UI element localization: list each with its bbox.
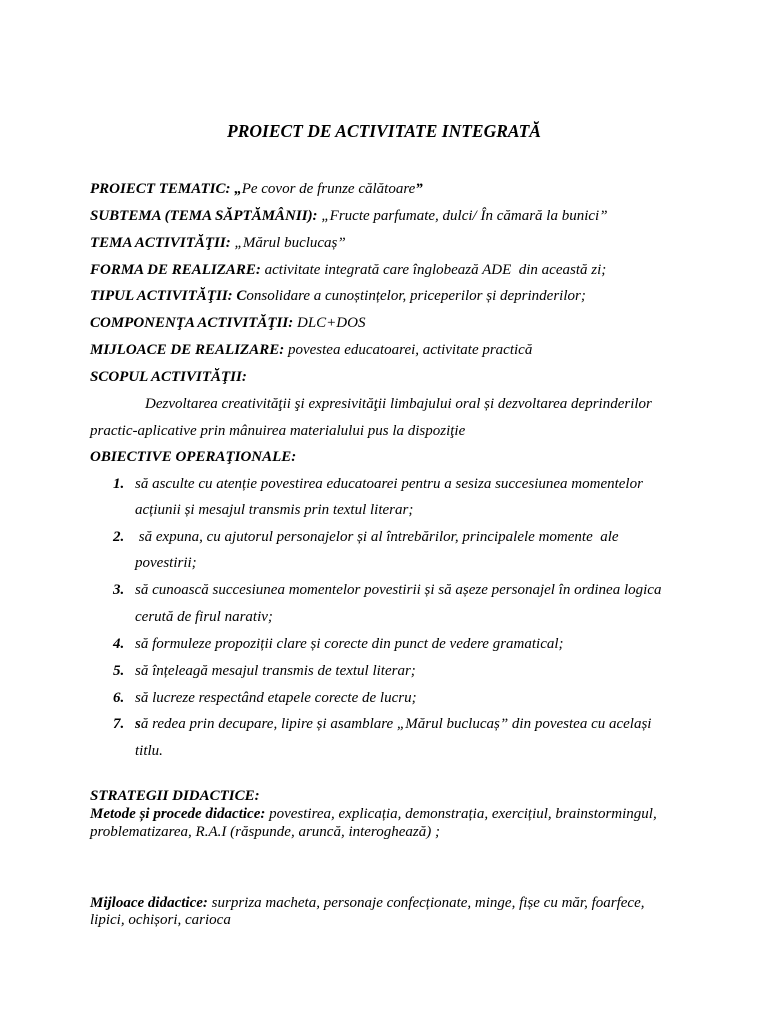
- objective-6-number: 6.: [113, 690, 125, 706]
- objective-5-number: 5.: [113, 663, 125, 679]
- field-mijloace-de-realizare: [90, 341, 532, 359]
- scopul-line-2: practic-aplicative prin mânuirea materialului pus la dispoziţie: [90, 423, 466, 439]
- scopul-heading: SCOPUL ACTIVITĂŢII:: [90, 369, 247, 385]
- field-label: TIPUL ACTIVITĂŢII: C: [90, 288, 247, 304]
- objective-3-line-1: să cunoască succesiunea momentelor povestirii și să așeze personajel în ordinea logica: [135, 582, 662, 598]
- field-label: COMPONENŢA ACTIVITĂŢII:: [90, 315, 294, 331]
- objective-text: ă redea prin decupare, lipire și asamblare „Mărul buclucaș” din povestea cu același: [140, 716, 652, 732]
- strategii-heading: STRATEGII DIDACTICE:: [90, 788, 260, 804]
- field-label: SUBTEMA (TEMA SĂPTĂMÂNII):: [90, 208, 318, 224]
- field-value: „Mărul buclucaș”: [234, 235, 346, 251]
- objective-2-line-1: să expuna, cu ajutorul personajelor și al întrebărilor, principalele momente ale: [135, 529, 619, 545]
- objective-4-line-1: să formuleze propoziții clare și corecte din punct de vedere gramatical;: [135, 636, 564, 652]
- field-componenta-activitatii: [90, 314, 365, 332]
- field-tipul-activitatii: [90, 287, 586, 305]
- objective-3-line-2: cerută de firul narativ;: [135, 609, 273, 625]
- field-label: MIJLOACE DE REALIZARE:: [90, 342, 285, 358]
- field-value: activitate integrată care înglobează ADE din această zi;: [264, 262, 607, 278]
- field-label: PROIECT TEMATIC: „: [90, 181, 242, 197]
- field-forma-de-realizare: [90, 261, 606, 279]
- obiective-heading: OBIECTIVE OPERAŢIONALE:: [90, 449, 297, 465]
- mijloace-label: Mijloace didactice:: [90, 895, 208, 911]
- field-value: Pe covor de frunze călătoare: [241, 181, 416, 197]
- objective-1-line-2: acțiunii și mesajul transmis prin textul literar;: [135, 502, 414, 518]
- mijloace-line-2: lipici, ochișori, carioca: [90, 912, 231, 928]
- field-subtema: [90, 207, 608, 225]
- objective-2-line-2: povestirii;: [135, 555, 197, 571]
- mijloace-line-1: [90, 894, 644, 912]
- objective-7-line-2: titlu.: [135, 743, 163, 759]
- objective-5-line-1: să înțeleagă mesajul transmis de textul literar;: [135, 663, 416, 679]
- field-value: povestea educatoarei, activitate practică: [287, 342, 533, 358]
- mijloace-text: surpriza macheta, personaje confecționate, minge, fișe cu măr, foarfece,: [211, 895, 645, 911]
- field-value: DLC+DOS: [296, 315, 366, 331]
- bold-initial: s: [135, 716, 141, 732]
- metode-text: povestirea, explicația, demonstrația, exercițiul, brainstormingul,: [269, 806, 657, 822]
- field-label: FORMA DE REALIZARE:: [90, 262, 261, 278]
- objective-1-line-1: să asculte cu atenție povestirea educatoarei pentru a sesiza succesiunea momentelor: [135, 476, 643, 492]
- objective-4-number: 4.: [113, 636, 125, 652]
- field-label: TEMA ACTIVITĂŢII:: [90, 235, 231, 251]
- objective-6-line-1: să lucreze respectând etapele corecte de lucru;: [135, 690, 417, 706]
- field-proiect-tematic: [90, 180, 423, 198]
- objective-3-number: 3.: [113, 582, 125, 598]
- objective-1-number: 1.: [113, 476, 125, 492]
- field-value: „Fructe parfumate, dulci/ În cămară la bunici”: [321, 208, 608, 224]
- objective-7-line-1: [135, 715, 651, 733]
- field-value: onsolidare a cunoștințelor, priceperilor și deprinderilor;: [246, 288, 586, 304]
- metode-label: Metode și procede didactice:: [90, 806, 266, 822]
- closing-quote: ”: [415, 181, 423, 197]
- objective-7-number: 7.: [113, 716, 125, 732]
- field-tema-activitatii: [90, 234, 346, 252]
- metode-line-1: [90, 805, 657, 823]
- scopul-line-1: Dezvoltarea creativităţii şi expresivităţii limbajului oral și dezvoltarea deprinderilor: [145, 396, 652, 412]
- metode-line-2: problematizarea, R.A.I (răspunde, aruncă, interoghează) ;: [90, 824, 440, 840]
- document-title: PROIECT DE ACTIVITATE INTEGRATĂ: [227, 121, 541, 141]
- objective-2-number: 2.: [113, 529, 125, 545]
